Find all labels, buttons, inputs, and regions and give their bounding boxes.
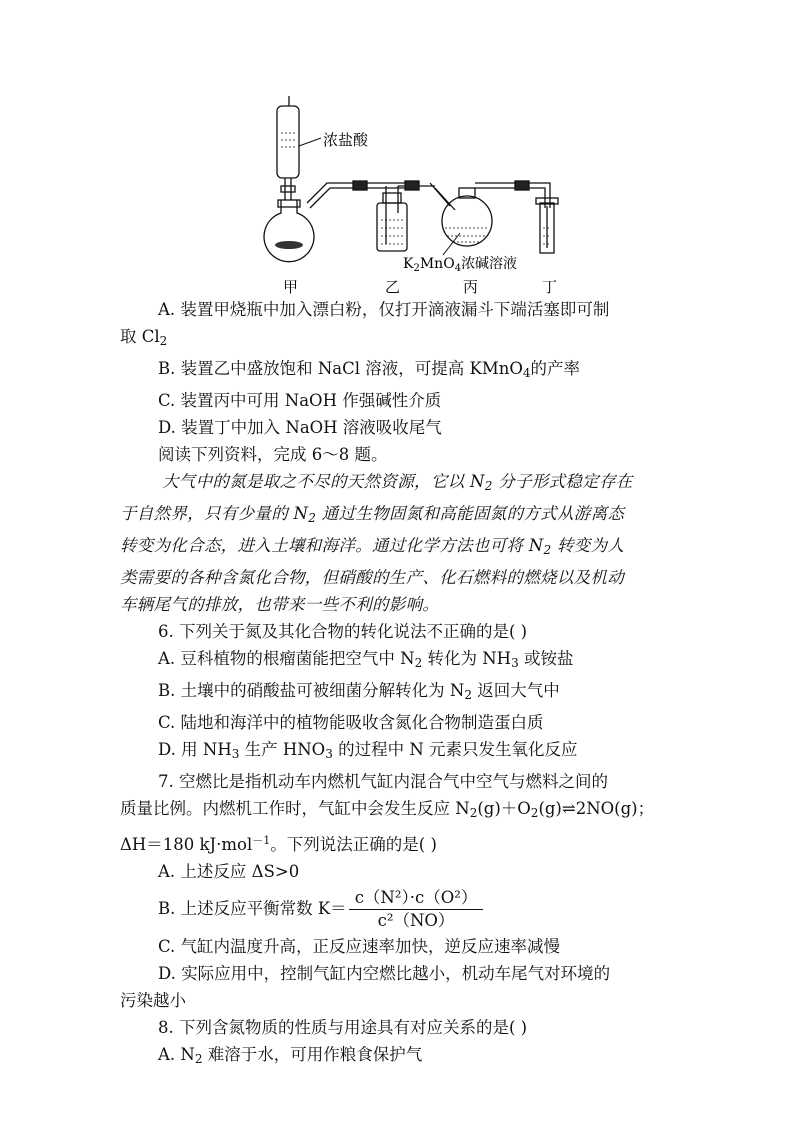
reagent-label-top: 浓盐酸	[323, 131, 369, 149]
reagent-label-bottom: $K_2MnO_4$浓碱溶液	[403, 256, 518, 274]
q7-option-a: A. 上述反应 ΔS>0	[158, 862, 300, 881]
q5-option-c: C. 装置丙中可用 NaOH 作强碱性介质	[158, 391, 442, 410]
q7-option-c: C. 气缸内温度升高，正反应速率加快，逆反应速率减慢	[158, 937, 561, 956]
label-yi: 乙	[385, 278, 401, 296]
q7-stem-cont: ΔH＝180 kJ·mol$^{-1}$。下列说法正确的是( )	[120, 834, 437, 854]
apparatus-diagram	[245, 88, 625, 303]
apparatus-figure	[245, 88, 625, 303]
q5-option-b: B. 装置乙中盛放饱和 NaCl 溶液，可提高 KMnO4的产率	[158, 359, 581, 380]
label-bing: 丙	[463, 278, 479, 296]
reading-instruction: 阅读下列资料，完成 6～8 题。	[158, 445, 388, 464]
q6-option-c: C. 陆地和海洋中的植物能吸收含氮化合物制造蛋白质	[158, 713, 544, 732]
passage-line: 类需要的各种含氮化合物，但硝酸的生产、化石燃料的燃烧以及机动	[120, 568, 624, 587]
q8-option-a: A. N2 难溶于水，可用作粮食保护气	[158, 1045, 423, 1066]
q5-option-d: D. 装置丁中加入 NaOH 溶液吸收尾气	[158, 418, 442, 437]
label-jia: 甲	[283, 278, 299, 296]
label-ding: 丁	[542, 278, 558, 296]
q6-option-b: B. 土壤中的硝酸盐可被细菌分解转化为 N2 返回大气中	[158, 681, 560, 702]
q7-option-b: B. 上述反应平衡常数 K＝ $\frac{\text{c（N²）·c（O²）}}{\text{c²（NO）}}$	[120, 885, 675, 933]
q7-option-d-cont: 污染越小	[120, 991, 186, 1010]
q6-option-d: D. 用 NH3 生产 HNO3 的过程中 N 元素只发生氧化反应	[158, 740, 578, 761]
q7-option-d: D. 实际应用中，控制气缸内空燃比越小，机动车尾气对环境的	[158, 964, 611, 983]
passage-line: 于自然界，只有少量的 N2 通过生物固氮和高能固氮的方式从游离态	[120, 504, 625, 525]
passage-line: 转变为化合态，进入土壤和海洋。通过化学方法也可将 N2 转变为人	[120, 536, 625, 557]
q7-stem-cont: 质量比例。内燃机工作时，气缸中会发生反应 N2(g)＋O2(g)⇌2NO(g)；	[120, 799, 655, 820]
q6-stem: 6. 下列关于氮及其化合物的转化说法不正确的是( )	[158, 622, 528, 641]
q8-stem: 8. 下列含氮物质的性质与用途具有对应关系的是( )	[158, 1018, 528, 1037]
q5-option-a-cont: 取 Cl2	[120, 327, 168, 348]
equilibrium-fraction: $\frac{\text{c（N²）·c（O²）}}{\text{c²（NO）}}$	[349, 887, 484, 932]
passage-line: 车辆尾气的排放，也带来一些不利的影响。	[120, 595, 440, 614]
q7-stem: 7. 空燃比是指机动车内燃机气缸内混合气中空气与燃料之间的	[158, 772, 608, 791]
question-text	[120, 296, 675, 1073]
passage-line: 大气中的氮是取之不尽的天然资源，它以 N2 分子形式稳定存在	[162, 472, 633, 493]
q6-option-a: A. 豆科植物的根瘤菌能把空气中 N2 转化为 NH3 或铵盐	[158, 649, 574, 670]
q5-option-a: A. 装置甲烧瓶中加入漂白粉，仅打开滴液漏斗下端活塞即可制	[158, 300, 610, 319]
